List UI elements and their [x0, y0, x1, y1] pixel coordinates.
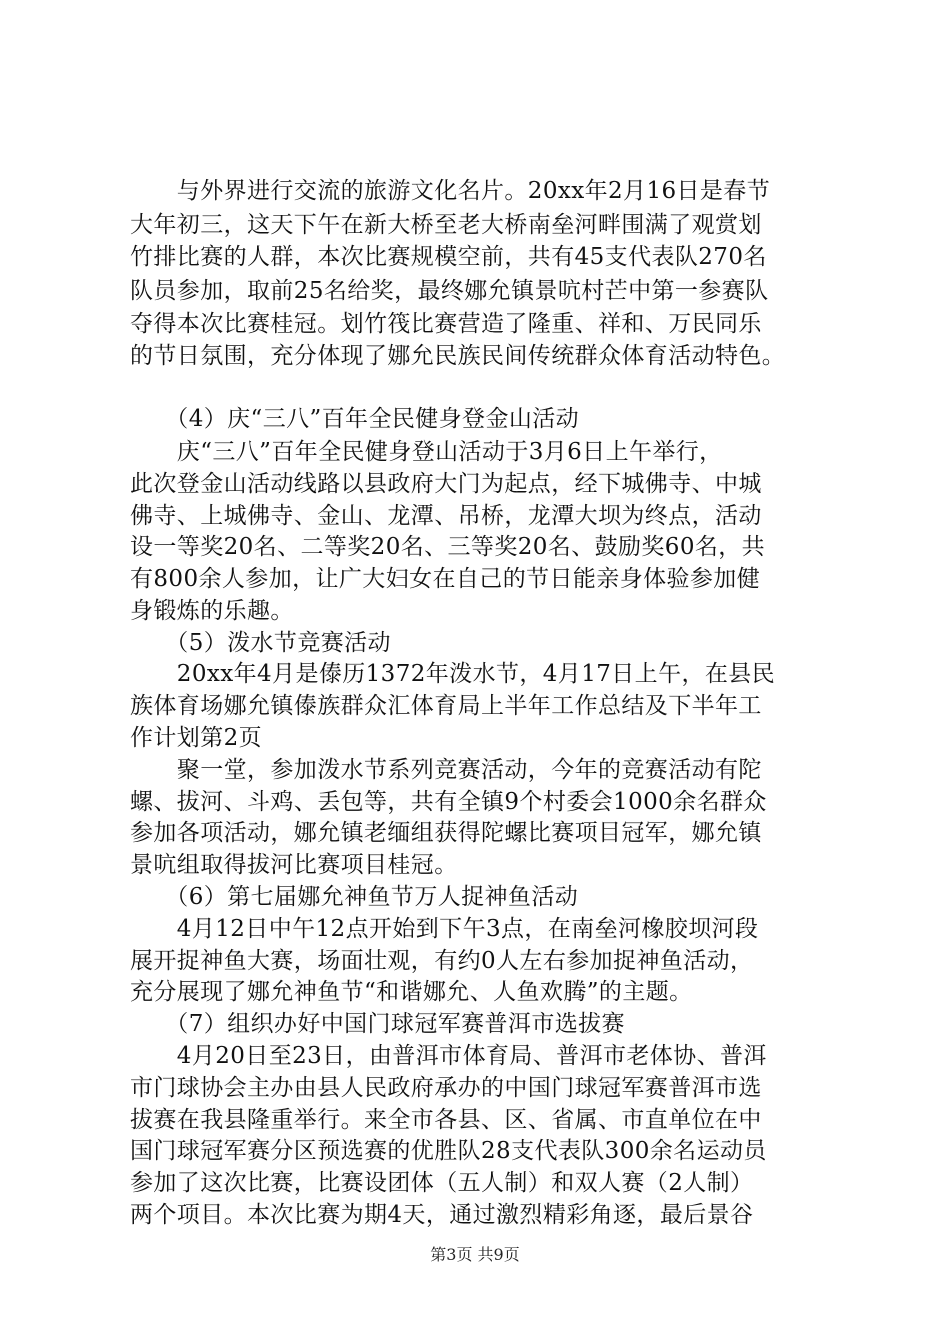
text-line: 身锻炼的乐趣。	[130, 598, 294, 624]
text-line: 国门球冠军赛分区预选赛的优胜队28支代表队300余名运动员	[130, 1138, 767, 1164]
text-line: 聚一堂，参加泼水节系列竞赛活动，今年的竞赛活动有陀	[130, 757, 762, 783]
text-line: 庆“三八”百年全民健身登山活动于3月6日上午举行，	[130, 439, 723, 465]
text-line: 设一等奖20名、二等奖20名、三等奖20名、鼓励奖60名，共	[130, 534, 766, 560]
text-line: 20xx年4月是傣历1372年泼水节，4月17日上午，在县民	[130, 661, 776, 687]
page-footer: 第3页 共9页	[430, 1245, 520, 1264]
text-line: 大年初三，这天下午在新大桥至老大桥南垒河畔围满了观赏划	[130, 212, 762, 238]
text-line: 夺得本次比赛桂冠。划竹筏比赛营造了隆重、祥和、万民同乐	[130, 311, 762, 337]
text-line: 市门球协会主办由县人民政府承办的中国门球冠军赛普洱市选	[130, 1075, 762, 1101]
text-line: 两个项目。本次比赛为期4天，通过激烈精彩角逐，最后景谷	[130, 1202, 754, 1228]
text-line: 与外界进行交流的旅游文化名片。20xx年2月16日是春节	[130, 178, 771, 204]
text-line: 竹排比赛的人群，本次比赛规模空前，共有45支代表队270名	[130, 244, 767, 270]
section-heading: （6）第七届娜允神鱼节万人捉神鱼活动	[130, 884, 579, 910]
text-line: 拔赛在我县隆重举行。来全市各县、区、省属、市直单位在中	[130, 1107, 762, 1133]
text-line: 此次登金山活动线路以县政府大门为起点，经下城佛寺、中城	[130, 471, 762, 497]
text-line: 充分展现了娜允神鱼节“和谐娜允、人鱼欢腾”的主题。	[130, 979, 693, 1005]
text-line: 有800余人参加，让广大妇女在自己的节日能亲身体验参加健	[130, 566, 761, 592]
text-line: 展开捉神鱼大赛，场面壮观，有约0人左右参加捉神鱼活动，	[130, 948, 754, 974]
section-heading: （5）泼水节竞赛活动	[130, 630, 391, 656]
text-line: 的节日氛围，充分体现了娜允民族民间传统群众体育活动特色。	[130, 343, 786, 369]
text-line: 作计划第2页	[130, 725, 263, 751]
text-line: 佛寺、上城佛寺、金山、龙潭、吊桥，龙潭大坝为终点，活动	[130, 503, 762, 529]
text-line: 4月12日中午12点开始到下午3点，在南垒河橡胶坝河段	[130, 916, 759, 942]
text-line: 族体育场娜允镇傣族群众汇体育局上半年工作总结及下半年工	[130, 693, 762, 719]
text-line: 螺、拔河、斗鸡、丢包等，共有全镇9个村委会1000余名群众	[130, 789, 767, 815]
text-line: 参加各项活动，娜允镇老缅组获得陀螺比赛项目冠军，娜允镇	[130, 820, 762, 846]
section-heading: （7）组织办好中国门球冠军赛普洱市选拔赛	[130, 1011, 625, 1037]
text-line: 队员参加，取前25名给奖，最终娜允镇景吭村芒中第一参赛队	[130, 278, 769, 304]
text-line: 4月20日至23日，由普洱市体育局、普洱市老体协、普洱	[130, 1043, 767, 1069]
section-heading: （4）庆“三八”百年全民健身登金山活动	[130, 406, 580, 432]
text-line: 景吭组取得拔河比赛项目桂冠。	[130, 852, 458, 878]
text-line: 参加了这次比赛，比赛设团体（五人制）和双人赛（2人制）	[130, 1170, 754, 1196]
